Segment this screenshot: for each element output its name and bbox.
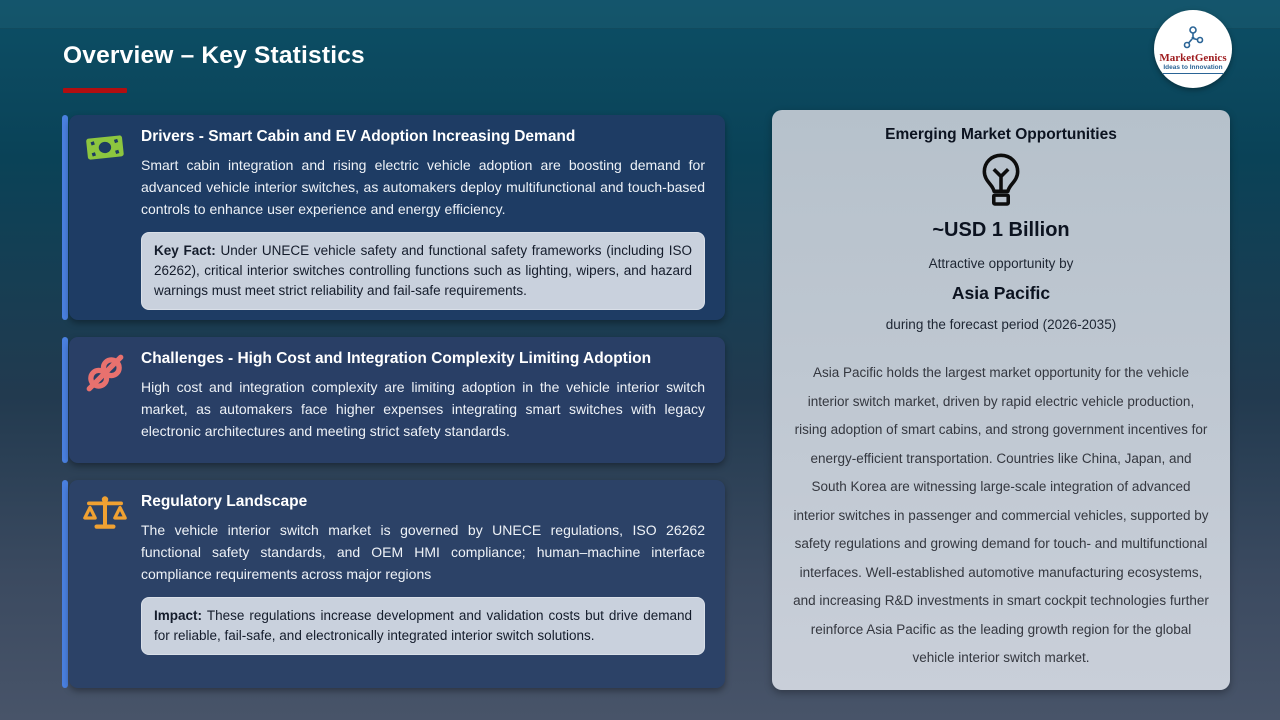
regulatory-card [62, 480, 725, 688]
logo-tagline: Ideas to Innovation [1163, 64, 1222, 74]
opportunity-region: Asia Pacific [951, 283, 1051, 303]
impact-text: These regulations increase development and validation costs but drive demand for reliable, fail-safe, and electronically integrated interior switch solutions. [154, 608, 692, 643]
card-title: Challenges - High Cost and Integration Complexity Limiting Adoption [141, 350, 652, 367]
molecule-icon [1180, 25, 1206, 52]
opportunity-value: ~USD 1 Billion [932, 219, 1070, 241]
region-description: Asia Pacific holds the largest market opportunity for the vehicle interior switch market, driven by rapid electric vehicle production, rising adoption of smart cabins, and strong government incentives for energy-efficient transportation. Countries like China, Japan, and South Korea are witnessing large-scale integration of advanced interior switches in passenger and commercial vehicles, supported by safety regulations and growing demand for touch- and multifunctional interfaces. Well-established automotive manufacturing ecosystems, and increasing R&D investments in smart cockpit technologies further reinforce Asia Pacific as the leading growth region for the global vehicle interior switch market. [793, 365, 1209, 665]
drivers-card [62, 115, 725, 320]
top-band [0, 0, 1280, 29]
marketgenics-logo [1154, 10, 1232, 88]
broken-link-icon [69, 349, 141, 451]
card-body-text: High cost and integration complexity are limiting adoption in the vehicle interior switch market, as automakers face higher expenses integrating smart switches with legacy electronic architectures and meeting strict safety standards. [141, 379, 705, 439]
regulatory-card-body [69, 480, 725, 688]
key-fact-text: Under UNECE vehicle safety and functional safety frameworks (including ISO 26262), critical interior switches controlling functions such as lighting, wipers, and hazard warnings must meet strict reliability and fail-safe requirements. [154, 243, 692, 298]
emerging-opportunities-panel [772, 110, 1230, 690]
card-accent-bar [62, 115, 68, 320]
panel-header: Emerging Market Opportunities [885, 126, 1117, 143]
scales-icon [69, 492, 141, 676]
money-icon [69, 127, 141, 310]
card-title: Drivers - Smart Cabin and EV Adoption Increasing Demand [141, 128, 576, 145]
key-fact-box [141, 232, 705, 310]
title-underline [63, 88, 127, 93]
logo-name: MarketGenics [1159, 51, 1227, 64]
impact-box [141, 597, 705, 655]
opportunity-subtitle: Attractive opportunity by [928, 256, 1074, 271]
card-accent-bar [62, 337, 68, 463]
impact-label: Impact: [154, 608, 203, 623]
card-title: Regulatory Landscape [141, 493, 308, 510]
challenges-card-body [69, 337, 725, 463]
drivers-card-body [69, 115, 725, 320]
card-body-text: Smart cabin integration and rising electric vehicle adoption are boosting demand for advanced vehicle interior switches, as automakers deploy multifunctional and touch-based controls to enhance user experience and energy efficiency. [141, 157, 705, 217]
forecast-period: during the forecast period (2026-2035) [885, 317, 1117, 332]
lightbulb-icon [792, 152, 1210, 217]
page-title: Overview – Key Statistics [63, 42, 365, 69]
card-accent-bar [62, 480, 68, 688]
challenges-card [62, 337, 725, 463]
key-fact-label: Key Fact: [154, 243, 216, 258]
card-body-text: The vehicle interior switch market is governed by UNECE regulations, ISO 26262 functional safety standards, and OEM HMI compliance; human–machine interface compliance requirements across major regions [141, 522, 705, 582]
